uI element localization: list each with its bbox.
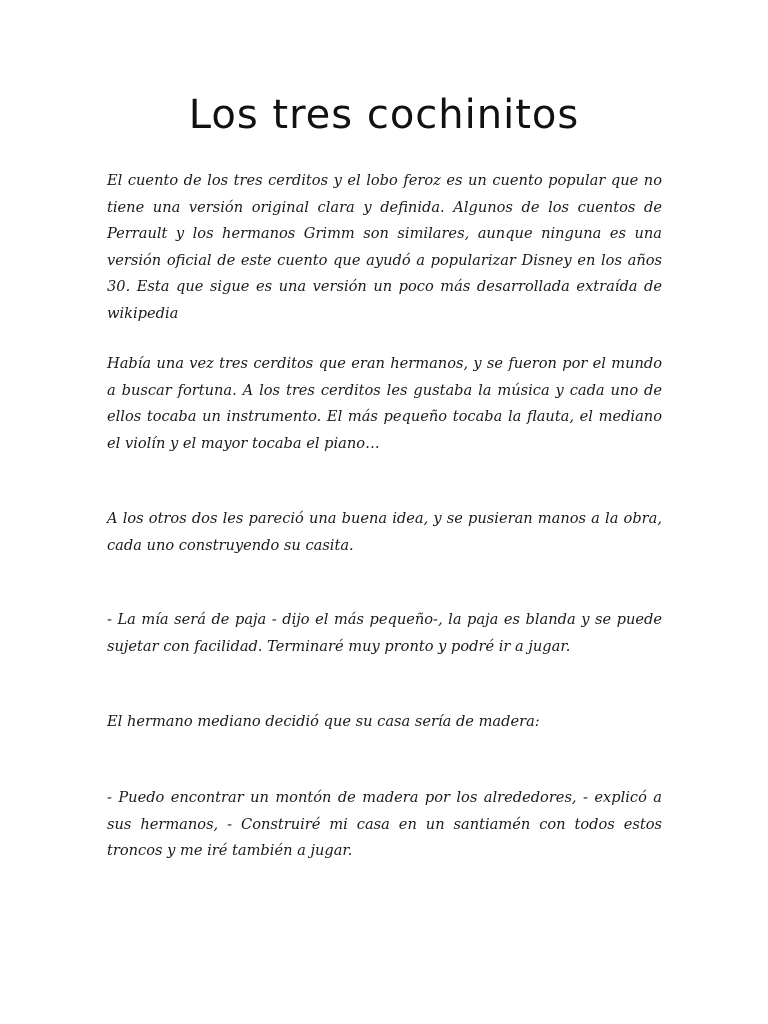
paragraph-wood-house: - Puedo encontrar un montón de madera por los alrededores, - explicó a sus hermanos, - Construiré mi casa en un santiamén con todos estos troncos y me iré también a jugar. xyxy=(107,789,662,859)
paragraph-story-start: Había una vez tres cerditos que eran hermanos, y se fueron por el mundo a buscar fortuna. A los tres cerditos les gustaba la música y cada uno de ellos tocaba un instrumento. El más pequeño tocaba la flauta, el mediano el violín y el mayor tocaba el piano… xyxy=(107,355,662,452)
paragraph-straw-house: - La mía será de paja - dijo el más pequeño-, la paja es blanda y se puede sujetar con facilidad. Terminaré muy pronto y podré ir a jugar. xyxy=(107,611,662,655)
paragraph-middle-brother: El hermano mediano decidió que su casa sería de madera: xyxy=(107,713,540,730)
paragraph-building-idea: A los otros dos les pareció una buena idea, y se pusieran manos a la obra, cada uno construyendo su casita. xyxy=(107,510,662,554)
paragraph-intro: El cuento de los tres cerditos y el lobo feroz es un cuento popular que no tiene una versión original clara y definida. Algunos de los cuentos de Perrault y los hermanos Grimm son similares, aunque ninguna es una versión oficial de este cuento que ayudó a popularizar Disney en los años 30. Esta que sigue es una versión un poco más desarrollada extraída de wikipedia xyxy=(107,172,662,322)
document-title: Los tres cochinitos xyxy=(188,92,580,138)
